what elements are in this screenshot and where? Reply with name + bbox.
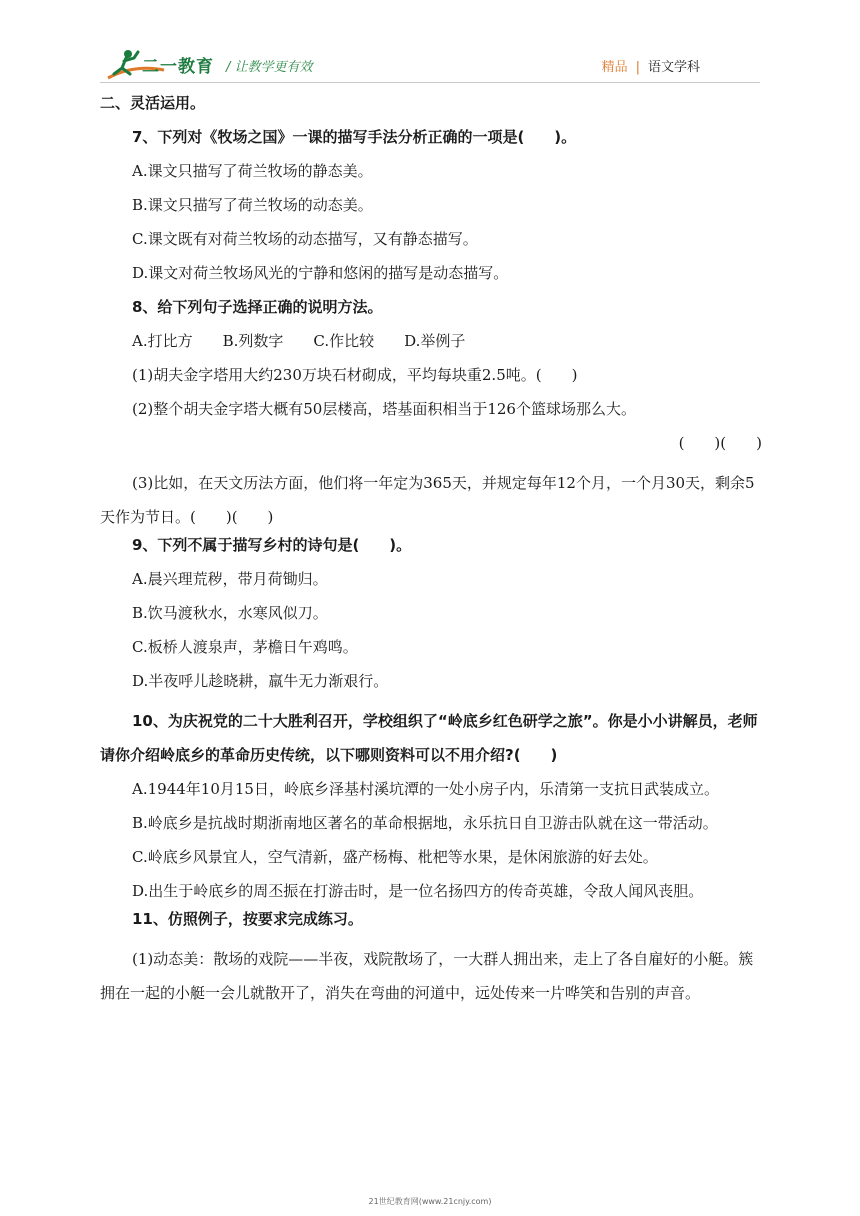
q11-paragraph-1: (1)动态美：散场的戏院——半夜，戏院散场了，一大群人拥出来，走上了各自雇好的小艇。簇拥在一起的小艇一会儿就散开了，消失在弯曲的河道中，远处传来一片哗笑和告别的声音。 bbox=[100, 950, 754, 1002]
q7-option-a: A.课文只描写了荷兰牧场的静态美。 bbox=[132, 162, 373, 180]
q7-option-b: B.课文只描写了荷兰牧场的动态美。 bbox=[132, 196, 373, 214]
q9-stem: 9、下列不属于描写乡村的诗句是( )。 bbox=[132, 536, 412, 554]
q10-option-a: A.1944年10月15日，岭底乡泽基村溪坑潭的一处小房子内，乐清第一支抗日武装成立。 bbox=[132, 780, 719, 798]
q11-stem: 11、仿照例子，按要求完成练习。 bbox=[132, 910, 363, 928]
q9-option-a: A.晨兴理荒秽，带月荷锄归。 bbox=[132, 570, 328, 588]
q10-option-b: B.岭底乡是抗战时期浙南地区著名的革命根据地，永乐抗日自卫游击队就在这一带活动。 bbox=[132, 814, 718, 832]
header-divider bbox=[100, 82, 760, 83]
q8-sentence-3: (3)比如，在天文历法方面，他们将一年定为365天，并规定每年12个月，一个月30天，剩余5天作为节日。( )( ) bbox=[100, 474, 755, 526]
q7-stem: 7、下列对《牧场之国》一课的描写手法分析正确的一项是( )。 bbox=[132, 128, 577, 146]
q8-stem: 8、给下列句子选择正确的说明方法。 bbox=[132, 298, 383, 316]
q8-sentence-1: (1)胡夫金字塔用大约230万块石材砌成，平均每块重2.5吨。( ) bbox=[132, 366, 578, 384]
q9-option-b: B.饮马渡秋水，水寒风似刀。 bbox=[132, 604, 328, 622]
q10-option-c: C.岭底乡风景宜人，空气清新，盛产杨梅、枇杷等水果，是休闲旅游的好去处。 bbox=[132, 848, 658, 866]
q9-option-d: D.半夜呼儿趁晓耕，羸牛无力渐艰行。 bbox=[132, 672, 389, 690]
subject-label: 语文学科 bbox=[647, 60, 700, 75]
q10-option-d: D.出生于岭底乡的周丕振在打游击时，是一位名扬四方的传奇英雄，令敌人闻风丧胆。 bbox=[132, 882, 704, 900]
section-title: 二、灵活运用。 bbox=[100, 94, 206, 112]
slogan: / 让教学更有效 bbox=[226, 60, 313, 75]
q8-options: A.打比方 B.列数字 C.作比较 D.举例子 bbox=[132, 332, 466, 350]
q8-sentence-2-blanks: ( )( ) bbox=[678, 434, 762, 452]
document-body bbox=[100, 92, 762, 1010]
q7-option-c: C.课文既有对荷兰牧场的动态描写，又有静态描写。 bbox=[132, 230, 478, 248]
page-header bbox=[0, 0, 860, 88]
header-right bbox=[602, 56, 700, 75]
q10-stem: 10、为庆祝党的二十大胜利召开，学校组织了“岭底乡红色研学之旅”。你是小小讲解员，老师请你介绍岭底乡的革命历史传统，以下哪则资料可以不用介绍?( ) bbox=[100, 712, 758, 764]
quality-badge: 精品 bbox=[601, 60, 628, 75]
q7-option-d: D.课文对荷兰牧场风光的宁静和悠闲的描写是动态描写。 bbox=[132, 264, 509, 282]
q8-sentence-2: (2)整个胡夫金字塔大概有50层楼高，塔基面积相当于126个篮球场那么大。 bbox=[132, 400, 636, 418]
logo-text: 二一教育 bbox=[142, 57, 214, 77]
page-footer: 21世纪教育网(www.21cnjy.com) bbox=[368, 1197, 492, 1206]
header-separator: | bbox=[635, 60, 640, 75]
q9-option-c: C.板桥人渡泉声，茅檐日午鸡鸣。 bbox=[132, 638, 358, 656]
